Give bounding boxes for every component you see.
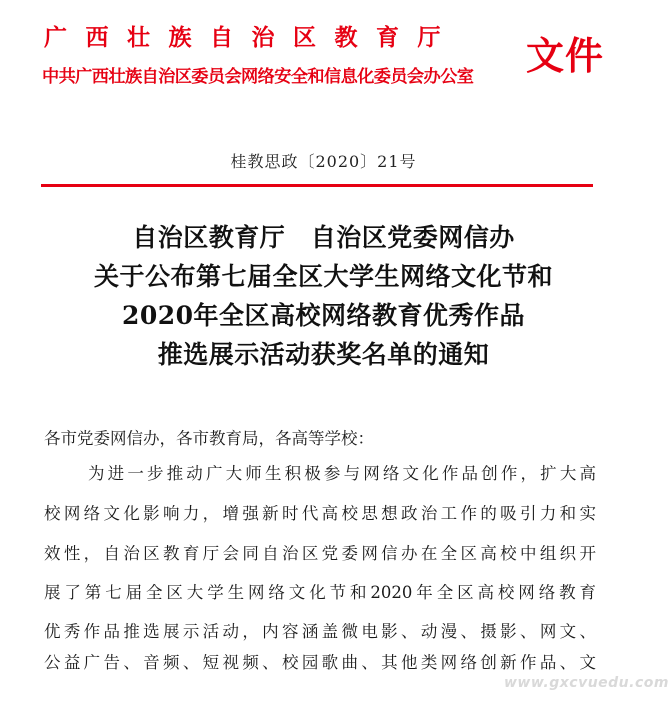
header-org-name-secondary: 中共广西壮族自治区委员会网络安全和信息化委员会办公室: [42, 67, 474, 87]
body-line-6: 公益广告、音频、短视频、校园歌曲、其他类网络创新作品、文: [44, 653, 596, 672]
header-org-name: 广西壮族自治区教育厅: [44, 24, 459, 51]
red-divider: [41, 184, 593, 187]
document-number: 桂教思政〔2020〕21号: [230, 152, 417, 171]
header-document-label: 文件: [526, 33, 605, 78]
body-line-1: 为进一步推动广大师生积极参与网络文化作品创作，扩大高: [88, 464, 596, 483]
body-line-5: 优秀作品推选展示活动，内容涵盖微电影、动漫、摄影、网文、: [44, 622, 596, 641]
title-line-4: 推选展示活动获奖名单的通知: [157, 340, 490, 369]
body-line-2: 校网络文化影响力，增强新时代高校思想政治工作的吸引力和实: [44, 504, 596, 523]
title-line-2: 关于公布第七届全区大学生网络文化节和: [93, 262, 553, 291]
document-title: [0, 218, 647, 374]
body-line-3: 效性，自治区教育厅会同自治区党委网信办在全区高校中组织开: [44, 544, 596, 563]
title-line-1: 自治区教育厅 自治区党委网信办: [132, 223, 515, 252]
body-line-4: 展了第七届全区大学生网络文化节和2020年全区高校网络教育: [44, 583, 596, 602]
title-line-3: 2020年全区高校网络教育优秀作品: [121, 301, 526, 330]
site-watermark: www.gxcvuedu.com: [504, 675, 669, 691]
salutation: 各市党委网信办，各市教育局，各高等学校：: [44, 429, 374, 448]
